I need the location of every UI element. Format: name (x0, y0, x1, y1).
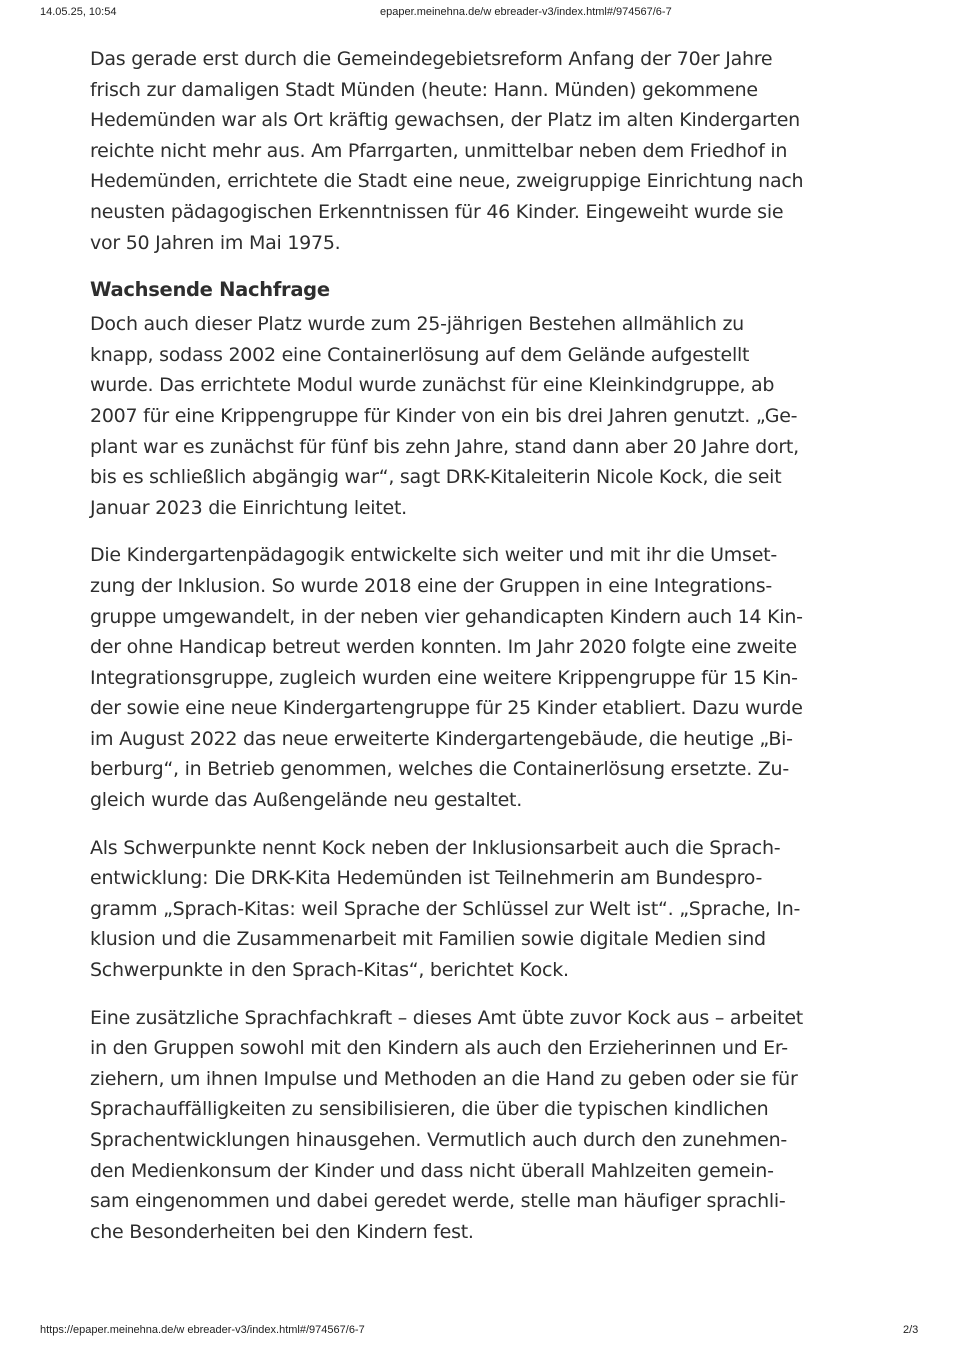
text-line: den Medienkonsum der Kinder und dass nicht überall Mahlzeiten gemein- (90, 1159, 774, 1182)
text-line: zung der Inklusion. So wurde 2018 eine der Gruppen in eine Integrations- (90, 574, 772, 597)
text-line: Schwerpunkte in den Sprach-Kitas“, berichtet Kock. (90, 959, 569, 982)
text-line: Das gerade erst durch die Gemeindegebietsreform Anfang der 70er Jahre (90, 48, 773, 70)
article-body (90, 44, 880, 1247)
text-line: 2007 für eine Krippengruppe für Kinder von ein bis drei Jahren genutzt. „Ge- (90, 404, 798, 427)
text-line: che Besonderheiten bei den Kindern fest. (90, 1220, 474, 1243)
text-line: plant war es zunächst für fünf bis zehn Jahre, stand dann aber 20 Jahre dort, (90, 435, 799, 458)
text-line: ziehern, um ihnen Impulse und Methoden an die Hand zu geben oder sie für (90, 1067, 798, 1090)
text-line: frisch zur damaligen Stadt Münden (heute: Hann. Münden) gekommene (90, 78, 758, 101)
text-line: der ohne Handicap betreut werden konnten. Im Jahr 2020 folgte eine zweite (90, 636, 797, 659)
article-paragraph (90, 833, 880, 986)
article-paragraph (90, 1003, 880, 1248)
print-footer-url: https://epaper.meinehna.de/w ebreader-v3/index.html#/974567/6-7 (40, 1324, 365, 1336)
article-paragraph (90, 44, 880, 258)
text-line: wurde. Das errichtete Modul wurde zunächst für eine Kleinkindgruppe, ab (90, 374, 775, 397)
text-line: sam eingenommen und dabei geredet werde, stelle man häufiger sprachli- (90, 1190, 786, 1213)
article-subheading: Wachsende Nachfrage (90, 278, 330, 302)
text-line: gruppe umgewandelt, in der neben vier gehandicapten Kindern auch 14 Kin- (90, 605, 803, 628)
print-header-datetime: 14.05.25, 10:54 (40, 6, 117, 18)
text-line: Die Kindergartenpädagogik entwickelte sich weiter und mit ihr die Umset- (90, 544, 777, 567)
text-line: berburg“, in Betrieb genommen, welches die Containerlösung ersetzte. Zu- (90, 758, 789, 781)
text-line: reichte nicht mehr aus. Am Pfarrgarten, unmittelbar neben dem Friedhof in (90, 139, 788, 162)
text-line: Als Schwerpunkte nennt Kock neben der Inklusionsarbeit auch die Sprach- (90, 836, 781, 859)
text-line: gleich wurde das Außengelände neu gestaltet. (90, 789, 523, 812)
text-line: Januar 2023 die Einrichtung leitet. (90, 496, 407, 519)
text-line: entwicklung: Die DRK-Kita Hedemünden ist Teilnehmerin am Bundespro- (90, 867, 763, 890)
article-paragraph (90, 309, 880, 523)
text-line: Sprachentwicklungen hinausgehen. Vermutlich auch durch den zunehmen- (90, 1129, 787, 1151)
text-line: gramm „Sprach-Kitas: weil Sprache der Schlüssel zur Welt ist“. „Sprache, In- (90, 897, 801, 920)
text-line: klusion und die Zusammenarbeit mit Familien sowie digitale Medien sind (90, 928, 766, 951)
print-header-url: epaper.meinehna.de/w ebreader-v3/index.html#/974567/6-7 (380, 6, 672, 18)
text-line: in den Gruppen sowohl mit den Kindern als auch den Erzieherinnen und Er- (90, 1037, 788, 1060)
page-number: 2/3 (903, 1324, 919, 1336)
article-paragraph (90, 540, 880, 815)
text-line: bis es schließlich abgängig war“, sagt DRK-Kitaleiterin Nicole Kock, die seit (90, 466, 782, 489)
text-line: knapp, sodass 2002 eine Containerlösung auf dem Gelände aufgestellt (90, 343, 750, 366)
text-line: im August 2022 das neue erweiterte Kindergartengebäude, die heutige „Bi- (90, 727, 793, 750)
text-line: Hedemünden, errichtete die Stadt eine neue, zweigruppige Einrichtung nach (90, 170, 804, 193)
text-line: vor 50 Jahren im Mai 1975. (90, 231, 341, 254)
text-line: Hedemünden war als Ort kräftig gewachsen, der Platz im alten Kindergarten (90, 109, 800, 132)
text-line: Integrationsgruppe, zugleich wurden eine weitere Krippengruppe für 15 Kin- (90, 666, 798, 689)
text-line: neusten pädagogischen Erkenntnissen für 46 Kinder. Eingeweiht wurde sie (90, 200, 784, 223)
text-line: Eine zusätzliche Sprachfachkraft – dieses Amt übte zuvor Kock aus – arbeitet (90, 1006, 803, 1029)
text-line: Sprachauffälligkeiten zu sensibilisieren, die über die typischen kindlichen (90, 1098, 769, 1121)
text-line: Doch auch dieser Platz wurde zum 25-jährigen Bestehen allmählich zu (90, 313, 744, 336)
text-line: der sowie eine neue Kindergartengruppe für 25 Kinder etabliert. Dazu wurde (90, 697, 803, 720)
